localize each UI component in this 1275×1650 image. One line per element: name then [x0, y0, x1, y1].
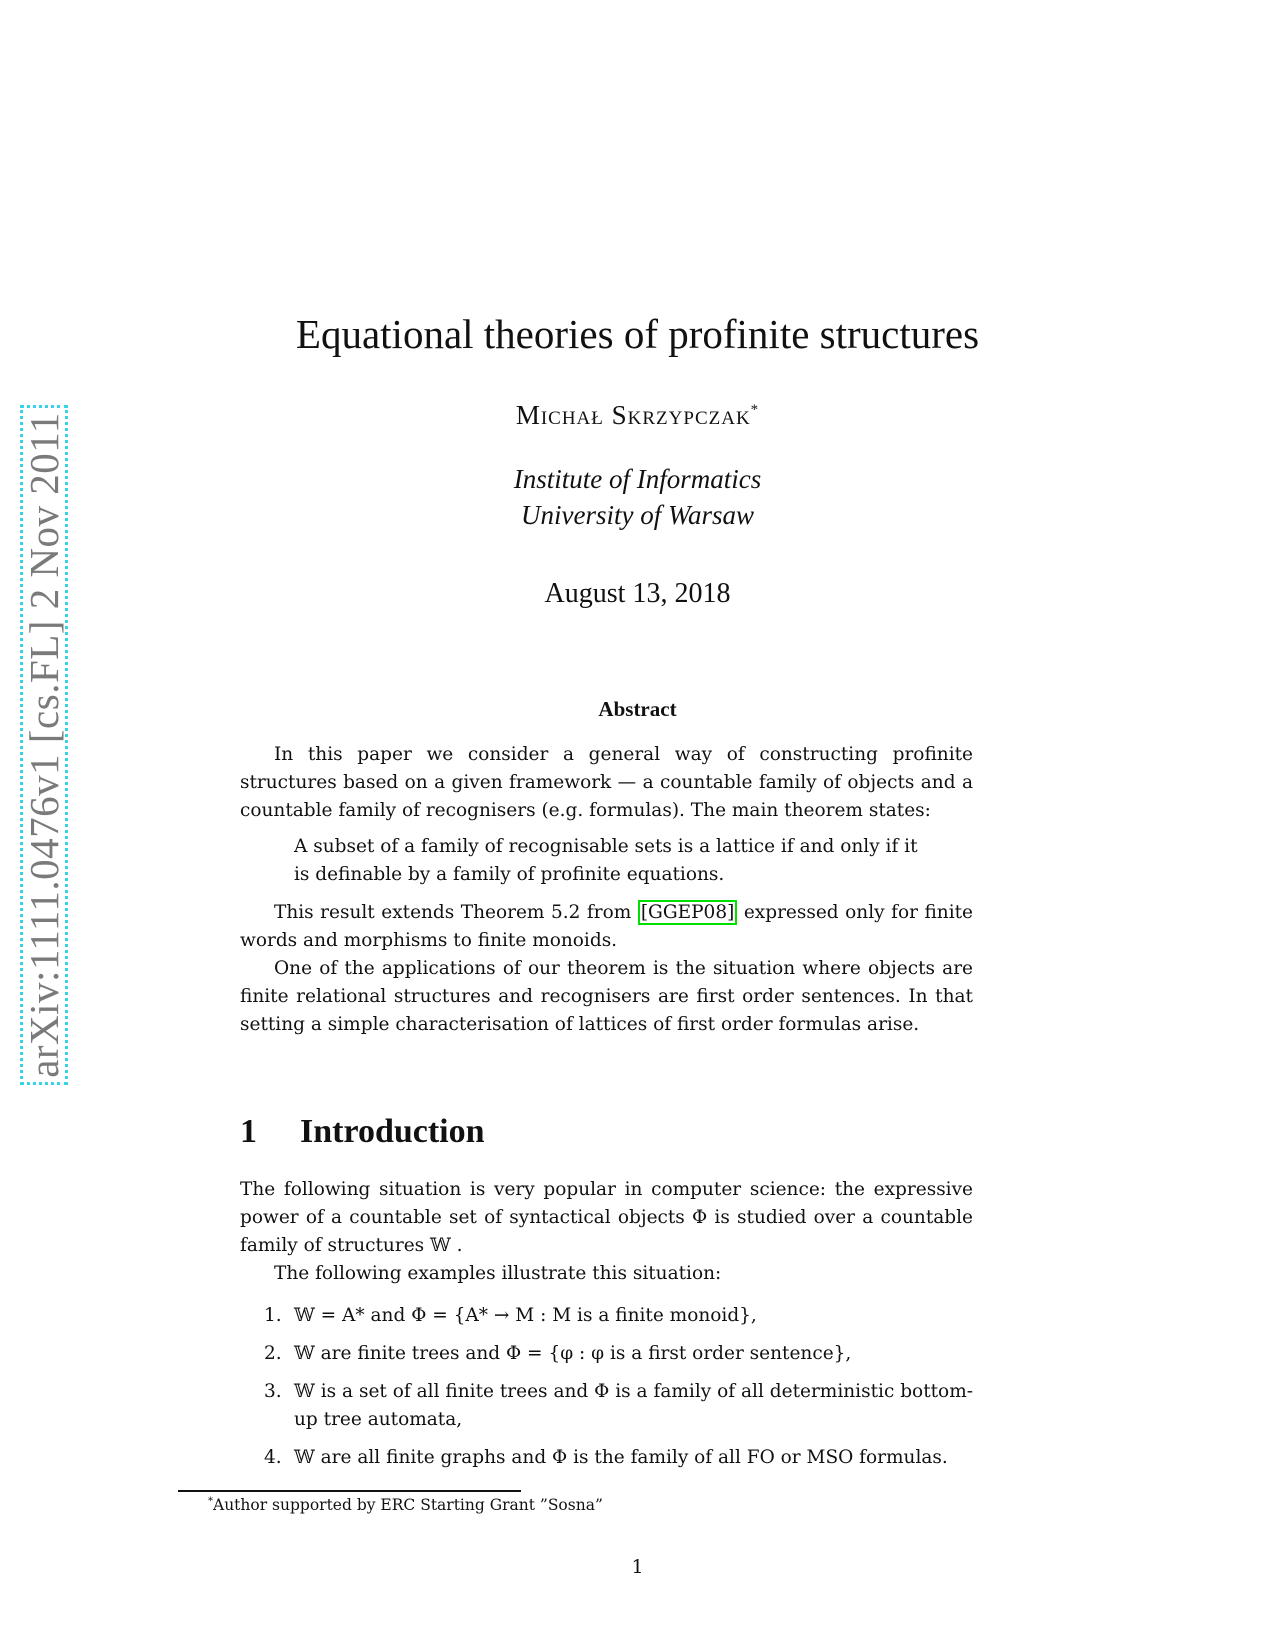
author-name: Michał Skrzypczak — [515, 400, 751, 430]
paper-title: Equational theories of profinite structures — [295, 311, 980, 357]
author-line — [0, 400, 1275, 431]
list-item-number: 2. — [264, 1343, 282, 1364]
citation-link-ggep08[interactable]: [GGEP08] — [638, 900, 738, 925]
list-item-text: 𝕎 = A* and Φ = {A* → M : M is a finite monoid}, — [294, 1305, 757, 1326]
list-item — [240, 1378, 973, 1434]
abstract-theorem-quote: A subset of a family of recognisable sets is a lattice if and only if it is definable by a family of profinite equations. — [294, 836, 918, 885]
list-item-text: 𝕎 are finite trees and Φ = {φ : φ is a first order sentence}, — [294, 1343, 852, 1364]
affiliation — [0, 461, 1275, 533]
abstract-p2-after: expressed only for finite words and morphisms to finite monoids. — [240, 902, 974, 951]
section-title: Introduction — [300, 1113, 485, 1150]
footnote-divider — [178, 1490, 521, 1492]
author-footnote-mark[interactable]: * — [750, 402, 760, 418]
intro-paragraph-2: The following examples illustrate this situation: — [274, 1263, 722, 1284]
affiliation-line-1: Institute of Informatics — [513, 464, 762, 494]
abstract-body — [240, 741, 973, 1039]
footnote-mark: * — [208, 1496, 213, 1507]
list-item-number: 3. — [264, 1381, 282, 1402]
abstract-paragraph-2 — [240, 899, 973, 955]
list-item — [240, 1340, 973, 1368]
abstract-paragraph-3: One of the applications of our theorem is the situation where objects are finite relational structures and recognisers are first order sentences. In that setting a simple characterisation of lattices of first order formulas arise. — [240, 958, 973, 1035]
section-number: 1 — [240, 1113, 257, 1150]
list-item-number: 1. — [264, 1305, 282, 1326]
paper-date: August 13, 2018 — [544, 578, 731, 609]
abstract-p2-before: This result extends Theorem 5.2 from — [274, 902, 638, 923]
abstract-paragraph-1: In this paper we consider a general way of constructing profinite structures based on a given framework — a countable family of objects and a countable family of recognisers (e.g. formulas). The main theorem states: — [240, 744, 973, 821]
list-item-text: 𝕎 is a set of all finite trees and Φ is a family of all deterministic bottom-up tree automata, — [294, 1381, 973, 1430]
arxiv-stamp-text: arXiv:1111.0476v1 [cs.FL] 2 Nov 2011 — [21, 412, 68, 1078]
intro-paragraph-1: The following situation is very popular in computer science: the expressive power of a countable set of syntactical objects Φ is studied over a countable family of structures 𝕎 . — [240, 1179, 973, 1256]
list-item — [240, 1444, 973, 1472]
introduction-body — [240, 1176, 973, 1482]
footnote — [208, 1496, 603, 1514]
list-item-number: 4. — [264, 1447, 282, 1468]
examples-list — [240, 1302, 973, 1472]
footnote-text: Author supported by ERC Starting Grant ”Sosna” — [213, 1496, 603, 1515]
abstract-heading: Abstract — [598, 697, 677, 721]
list-item-text: 𝕎 are all finite graphs and Φ is the family of all FO or MSO formulas. — [294, 1447, 948, 1468]
page-number: 1 — [631, 1556, 644, 1578]
affiliation-line-2: University of Warsaw — [520, 500, 754, 530]
section-heading-introduction — [240, 1113, 485, 1151]
list-item — [240, 1302, 973, 1330]
